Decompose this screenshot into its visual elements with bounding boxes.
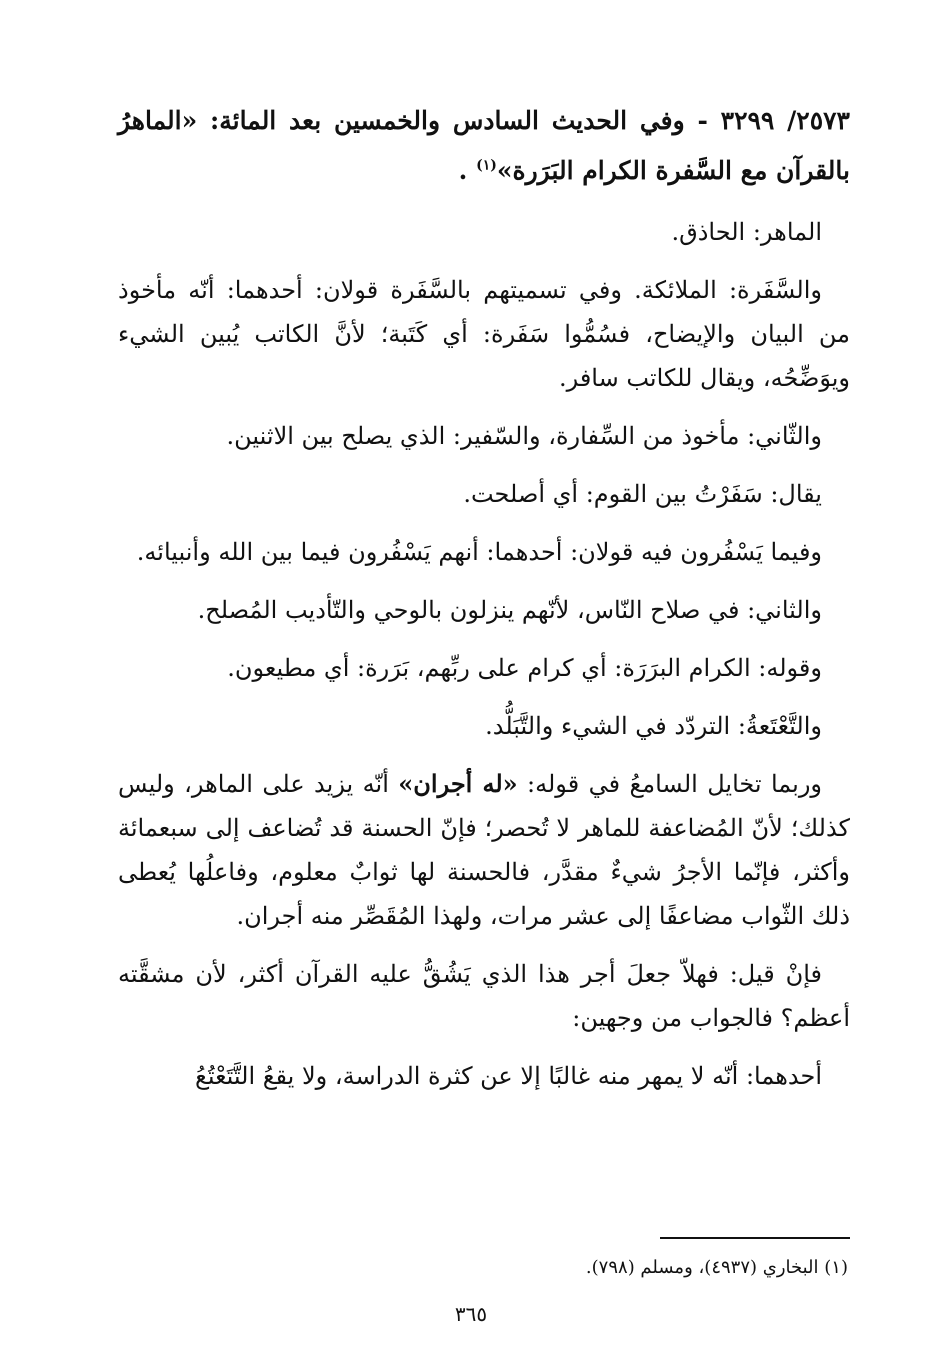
paragraph-9-bold: «له أجران» [398,769,518,798]
paragraph-4: يقال: سَفَرْتُ بين القوم: أي أصلحت. [463,480,822,508]
hadith-title: - وفي الحديث السادس والخمسين بعد المائة: [210,106,708,135]
page-number: ٣٦٥ [454,1302,488,1326]
paragraph-9 [118,762,850,938]
hadith-number: ٢٥٧٣/ ٣٢٩٩ [720,106,850,135]
paragraph-7: وقوله: الكرام البرَرَة: أي كرام على ربِّهم، بَرَرة: أي مطيعون. [227,654,822,682]
footnote-marker: (١) [476,157,497,174]
footnote-divider [660,1237,850,1239]
main-text [118,96,850,1112]
paragraph-5: وفيما يَسْفُرون فيه قولان: أحدهما: أنهم يَسْفُرون فيما بين الله وأنبيائه. [136,538,822,566]
paragraph-9-before: وربما تخايل السامعُ في قوله: [517,770,823,798]
paragraph-10: فإنْ قيل: فهلاّ جعلَ أجر هذا الذي يَشُقُّ عليه القرآن أكثر، لأن مشقَّته أعظم؟ فالجواب من وجهين: [118,960,850,1032]
hadith-text: «الماهرُ بالقرآن مع السَّفرة الكرام البَرَرة» [118,106,850,185]
paragraph-9-after: أنّه يزيد على الماهر، وليس كذلك؛ لأنّ المُضاعفة للماهر لا تُحصر؛ فإنّ الحسنة قد تُضاعف إلى سبعمائة وأكثر، فإنّما الأجرُ شيءٌ مقدَّر، فالحسنة لها ثوابٌ معلوم، وفاعلُها يُعطى ذلك الثّواب مضاعفًا إلى عشر مرات، ولهذا المُقَصِّر منه أجران. [118,770,850,930]
heading-end: . [458,156,468,185]
paragraph-6: والثاني: في صلاح النّاس، لأنّهم ينزلون بالوحي والتّأديب المُصلح. [197,596,822,624]
paragraph-8: والتَّعْتَعةُ: التردّد في الشيء والتَّبَلُّد. [485,712,822,740]
paragraph-11: أحدهما: أنّه لا يمهر منه غالبًا إلا عن كثرة الدراسة، ولا يقعُ التَّتَعْتُعُ [195,1062,822,1090]
footnote: (١) البخاري (٤٩٣٧)، ومسلم (٧٩٨). [585,1257,848,1278]
paragraph-2: والسَّفَرة: الملائكة. وفي تسميتهم بالسَّفَرة قولان: أحدهما: أنّه مأخوذ من البيان والإيضاح، فسُمُّوا سَفَرة: أي كَتَبة؛ لأنَّ الكاتب يُبين الشيء ويوَضِّحُه، ويقال للكاتب سافر. [118,276,850,392]
paragraph-1: الماهر: الحاذق. [671,218,822,246]
hadith-heading [118,96,850,196]
paragraph-3: والثّاني: مأخوذ من السِّفارة، والسّفير: الذي يصلح بين الاثنين. [226,422,822,450]
